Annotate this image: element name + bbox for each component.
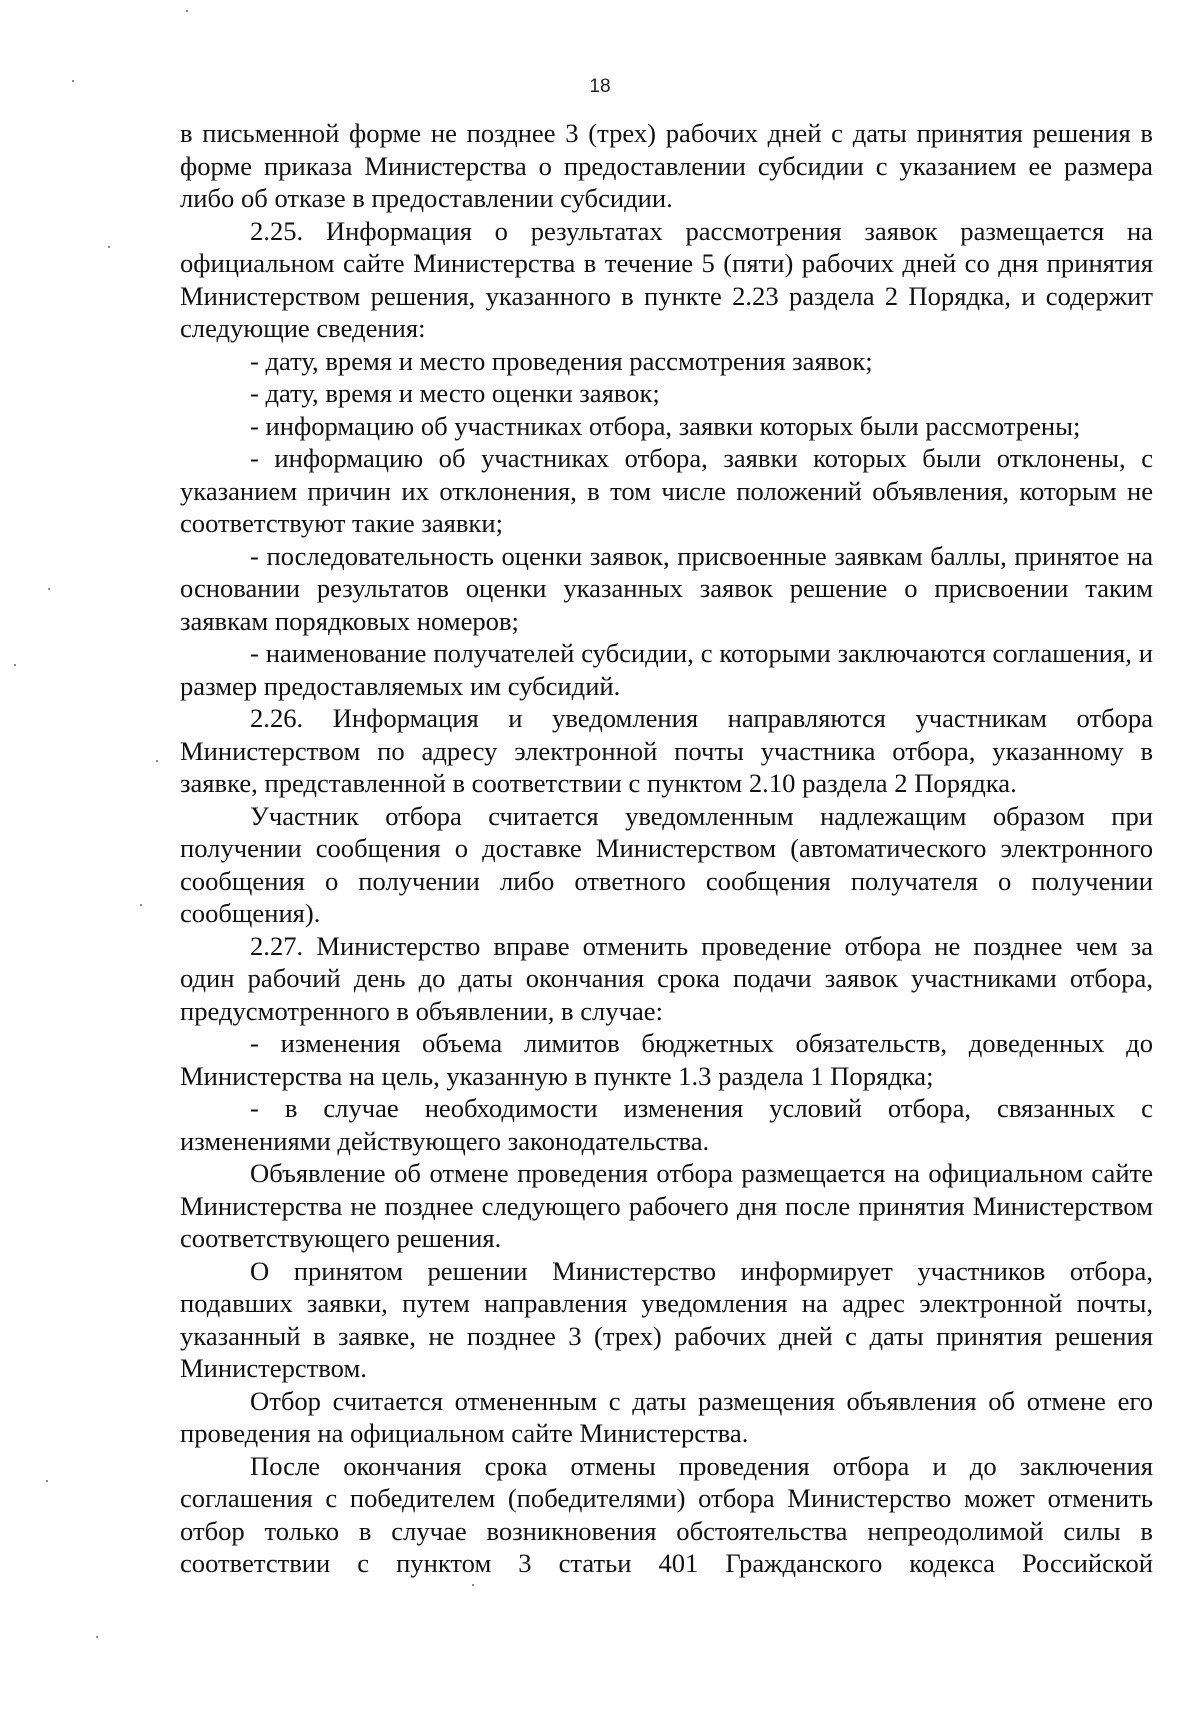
paragraph-2-26: 2.26. Информация и уведомления направляются участникам отбора Министерством по адресу электронной почты участника отбора, указанному в заявке, представленной в соответствии с пунктом 2.10 раздела 2 Порядка. [180,703,1153,798]
document-body [180,117,1153,1580]
scan-speck [48,588,50,590]
list-item-rejected-participants: - информацию об участниках отбора, заявки которых были отклонены, с указанием причин их отклонения, в том числе положений объявления, которым не соответствуют такие заявки; [180,443,1153,538]
scan-speck [108,246,110,248]
scan-speck [156,760,158,762]
list-item-legislation-change: - в случае необходимости изменения условий отбора, связанных с изменениями действующего законодательства. [180,1093,1153,1156]
list-item-budget-limits: - изменения объема лимитов бюджетных обязательств, доведенных до Министерства на цель, указанную в пункте 1.3 раздела 1 Порядка; [180,1028,1153,1091]
paragraph-notification: Участник отбора считается уведомленным надлежащим образом при получении сообщения о доставке Министерством (автоматического электронного сообщения о получении либо ответного сообщения получателя о получении сообщения). [180,800,1153,928]
paragraph-force-majeure: После окончания срока отмены проведения отбора и до заключения соглашения с победителем (победителями) отбора Министерство может отменить отбор только в случае возникновения обстоятельства непреодолимой силы в соответствии с пунктом 3 статьи 401 Гражданского кодекса Российской [180,1450,1153,1578]
list-item-review-date: - дату, время и место проведения рассмотрения заявок; [250,345,873,376]
page-number: 18 [589,76,611,97]
paragraph-cancellation-announcement: Объявление об отмене проведения отбора размещается на официальном сайте Министерства не позднее следующего рабочего дня после принятия Министерством соответствующего решения. [180,1158,1153,1253]
list-item-recipients: - наименование получателей субсидии, с которыми заключаются соглашения, и размер предоставляемых им субсидий. [180,638,1153,701]
scan-speck [472,1584,474,1586]
list-item-evaluation-date: - дату, время и место оценки заявок; [250,378,660,408]
paragraph-cancellation-effective: Отбор считается отмененным с даты размещения объявления об отмене его проведения на официальном сайте Министерства. [180,1385,1153,1448]
paragraph-cancellation-notice: О принятом решении Министерство информирует участников отбора, подавших заявки, путем направления уведомления на адрес электронной почты, указанный в заявке, не позднее 3 (трех) рабочих дней с даты принятия решения Министерством. [180,1255,1153,1383]
scan-speck [186,10,188,12]
scan-speck [14,664,16,666]
paragraph-continuation: в письменной форме не позднее 3 (трех) рабочих дней с даты принятия решения в форме приказа Министерства о предоставлении субсидии с указанием ее размера либо об отказе в предоставлении субсидии. [180,118,1153,213]
list-item-evaluation-sequence: - последовательность оценки заявок, присвоенные заявкам баллы, принятое на основании результатов оценки указанных заявок решение о присвоении таким заявкам порядковых номеров; [180,540,1153,636]
scan-speck [96,1636,98,1638]
paragraph-2-25: 2.25. Информация о результатах рассмотрения заявок размещается на официальном сайте Министерства в течение 5 (пяти) рабочих дней со дня принятия Министерством решения, указанного в пункте 2.23 раздела 2 Порядка, и содержит следующие сведения: [180,215,1153,343]
scan-speck [46,1480,48,1482]
list-item-reviewed-participants: - информацию об участниках отбора, заявки которых были рассмотрены; [250,410,1081,441]
scan-speck [140,904,142,906]
scan-speck [72,80,74,82]
paragraph-2-27: 2.27. Министерство вправе отменить проведение отбора не позднее чем за один рабочий день до даты окончания срока подачи заявок участниками отбора, предусмотренного в объявлении, в случае: [180,930,1153,1026]
